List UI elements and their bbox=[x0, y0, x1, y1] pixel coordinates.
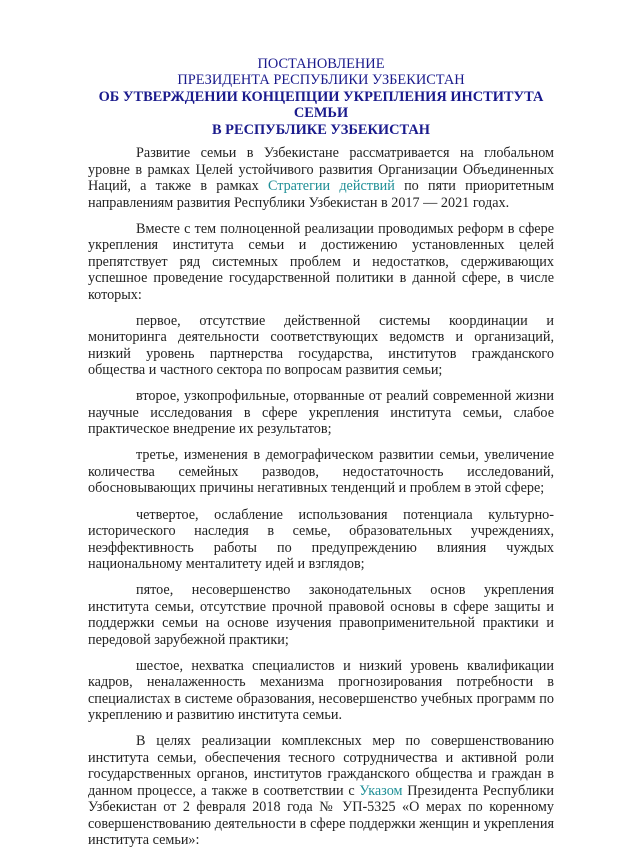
text: Президента Республики Узбекистан от 2 февраля 2018 года № УП-5325 «О мерах по коренному совершенствованию деятельности в сфере поддержки женщин и укрепления института семьи»: bbox=[88, 782, 554, 849]
strategy-link[interactable]: Стратегии действий bbox=[267, 178, 395, 195]
paragraph-fifth: пятое, несовершенство законодательных основ укрепления института семьи, отсутствие прочной правовой основы в сфере защиты и поддержки семьи на основе изучения правоприменительной практики и передовой зарубежной практики; bbox=[88, 582, 554, 648]
text: В целях реализации комплексных мер по совершенствованию института семьи, обеспечения тесного сотрудничества и активной роли государственных органов, институтов гражданского общества и граждан в данном процессе, а также в соответствии с bbox=[88, 733, 554, 799]
paragraph-intro bbox=[88, 145, 554, 211]
paragraph-first: первое, отсутствие действенной системы координации и мониторинга деятельности соответствующих ведомств и организаций, низкий уровень партнерства государства, институтов гражданского общества и частного сектора по вопросам развития семьи; bbox=[88, 312, 554, 379]
doc-type: ПОСТАНОВЛЕНИЕ bbox=[257, 56, 385, 72]
doc-title-cont: В РЕСПУБЛИКЕ УЗБЕКИСТАН bbox=[211, 121, 430, 138]
paragraph-second: второе, узкопрофильные, оторванные от реалий современной жизни научные исследования в сфере укрепления института семьи, слабое практическое внедрение их результатов; bbox=[88, 388, 554, 438]
paragraph-third: третье, изменения в демографическом развитии семьи, увеличение количества семейных разводов, недостаточность исследований, обосновывающих причины негативных тенденций и проблем в этой сфере; bbox=[88, 447, 554, 497]
paragraph-sixth: шестое, нехватка специалистов и низкий уровень квалификации кадров, неналаженность механизма прогнозирования потребности в специалистах в системе образования, несовершенство учебных программ по укреплению и развитию института семьи. bbox=[88, 657, 554, 724]
doc-title: ОБ УТВЕРЖДЕНИИ КОНЦЕПЦИИ УКРЕПЛЕНИЯ ИНСТИТУТА СЕМЬИ bbox=[98, 88, 544, 122]
document-header bbox=[88, 56, 554, 138]
document-page bbox=[88, 56, 554, 858]
decree-link[interactable]: Указом bbox=[359, 782, 403, 799]
text: Развитие семьи в Узбекистане рассматривается на глобальном уровне в рамках Целей устойчивого развития Организации Объединенных Наций, а также в рамках bbox=[88, 145, 554, 195]
paragraph-purpose bbox=[88, 733, 554, 849]
doc-issuer: ПРЕЗИДЕНТА РЕСПУБЛИКИ УЗБЕКИСТАН bbox=[177, 72, 465, 89]
paragraph-problems: Вместе с тем полноценной реализации проводимых реформ в сфере укрепления института семьи и достижению установленных целей препятствует ряд системных проблем и недостатков, сдерживающих успешное проведение государственной политики в данной сфере, в числе которых: bbox=[88, 220, 554, 303]
paragraph-fourth: четвертое, ослабление использования потенциала культурно-исторического наследия в семье, образовательных учреждениях, неэффективность работы по предупреждению влияния чуждых национальному менталитету идей и взглядов; bbox=[88, 506, 554, 572]
text: по пяти приоритетным направлениям развития Республики Узбекистан в 2017 — 2021 годах. bbox=[88, 178, 554, 211]
